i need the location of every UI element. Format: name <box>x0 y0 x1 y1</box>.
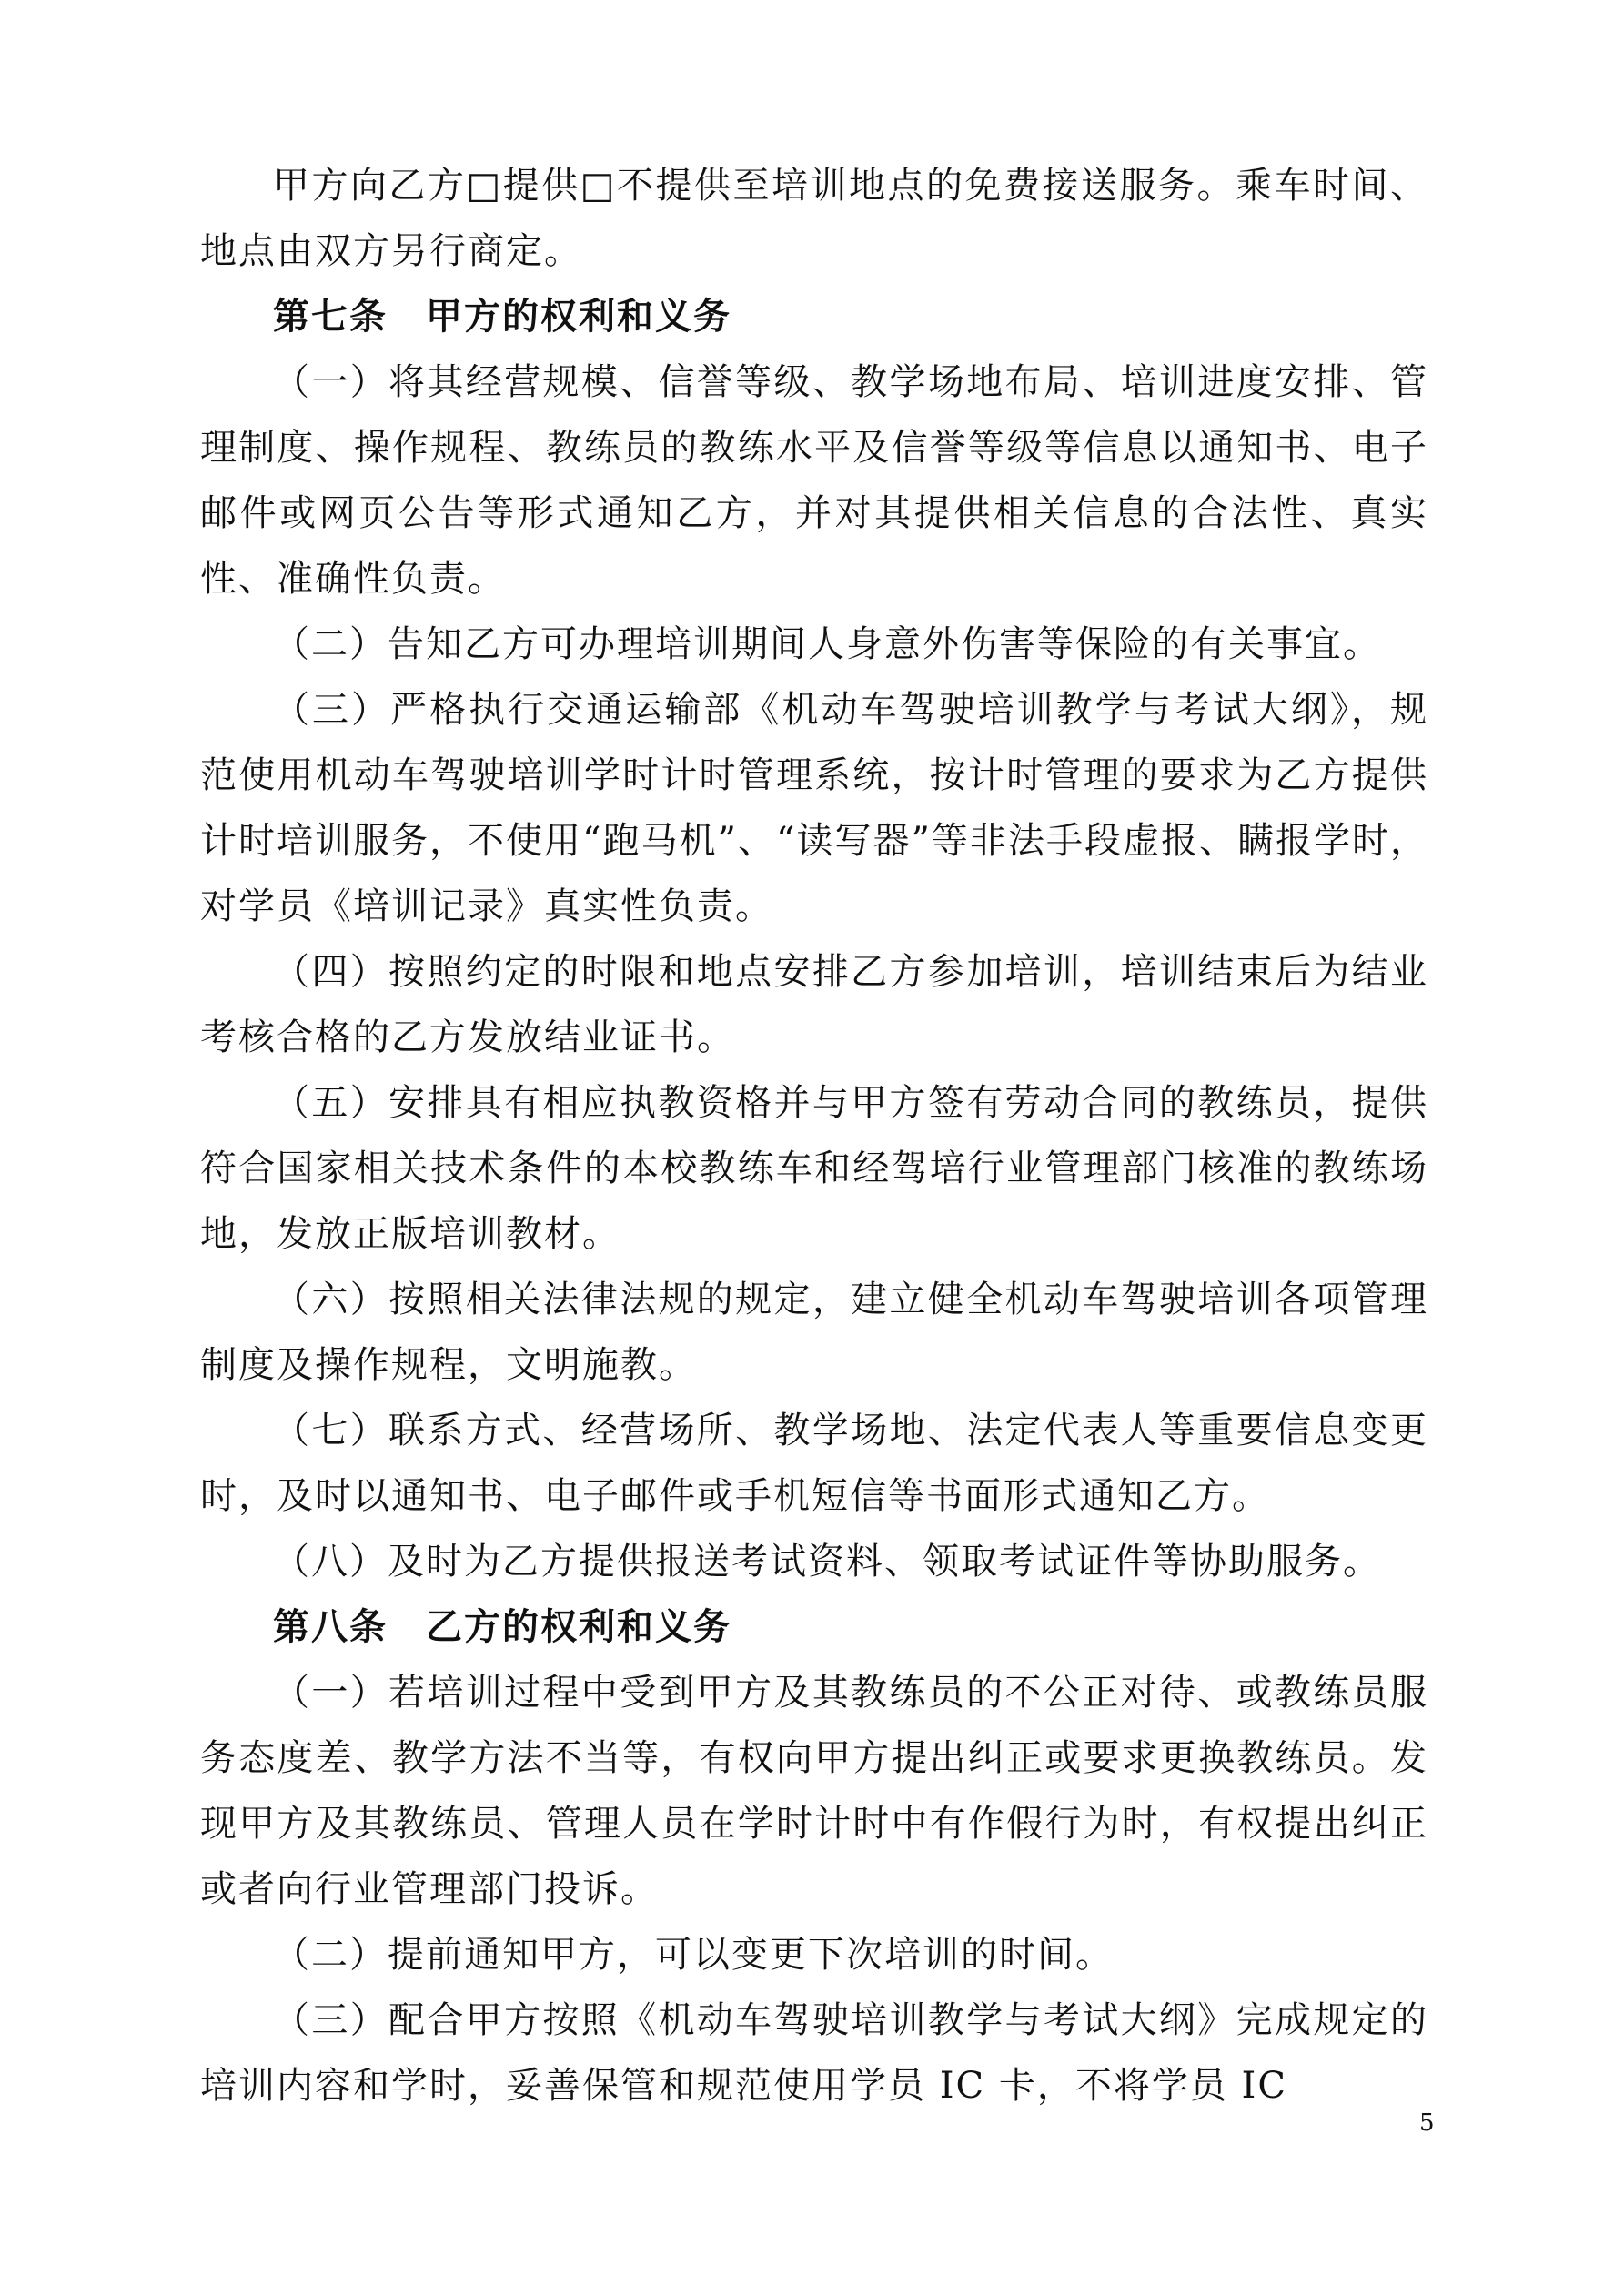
paragraph-8-2: （二）提前通知甲方，可以变更下次培训的时间。 <box>273 1934 1114 1976</box>
paragraph-8-3: （三）配合甲方按照《机动车驾驶培训教学与考试大纲》完成规定的培训内容和学时，妥善保管和规范使用学员 IC 卡，不将学员 IC <box>200 1999 1428 2107</box>
paragraph-7-1: （一）将其经营规模、信誉等级、教学场地布局、培训进度安排、管理制度、操作规程、教练员的教练水平及信誉等级等信息以通知书、电子邮件或网页公告等形式通知乙方，并对其提供相关信息的合法性、真实性、准确性负责。 <box>200 361 1428 600</box>
paragraph-7-3: （三）严格执行交通运输部《机动车驾驶培训教学与考试大纲》，规范使用机动车驾驶培训学时计时管理系统，按计时管理的要求为乙方提供计时培训服务，不使用“跑马机”、“读写器”等非法手段虚报、瞒报学时，对学员《培训记录》真实性负责。 <box>200 689 1428 927</box>
page-number: 5 <box>1419 2109 1435 2137</box>
heading-article-8: 第八条 乙方的权利和义务 <box>273 1605 731 1648</box>
paragraph-7-4: （四）按照约定的时限和地点安排乙方参加培训，培训结束后为结业考核合格的乙方发放结业证书。 <box>200 951 1428 1058</box>
heading-article-7: 第七条 甲方的权利和义务 <box>273 295 731 338</box>
paragraph-8-1: （一）若培训过程中受到甲方及其教练员的不公正对待、或教练员服务态度差、教学方法不当等，有权向甲方提出纠正或要求更换教练员。发现甲方及其教练员、管理人员在学时计时中有作假行为时，有权提出纠正或者向行业管理部门投诉。 <box>200 1672 1428 1910</box>
paragraph-7-5: （五）安排具有相应执教资格并与甲方签有劳动合同的教练员，提供符合国家相关技术条件的本校教练车和经驾培行业管理部门核准的教练场地，发放正版培训教材。 <box>200 1082 1428 1255</box>
document-body <box>200 153 1428 2119</box>
paragraph-7-8: （八）及时为乙方提供报送考试资料、领取考试证件等协助服务。 <box>273 1541 1381 1583</box>
paragraph-7-2: （二）告知乙方可办理培训期间人身意外伤害等保险的有关事宜。 <box>273 623 1381 665</box>
paragraph-7-7: （七）联系方式、经营场所、教学场地、法定代表人等重要信息变更时，及时以通知书、电子邮件或手机短信等书面形式通知乙方。 <box>200 1410 1428 1517</box>
paragraph-7-6: （六）按照相关法律法规的规定，建立健全机动车驾驶培训各项管理制度及操作规程，文明施教。 <box>200 1279 1428 1386</box>
paragraph-shuttle-service: 甲方向乙方□提供□不提供至培训地点的免费接送服务。乘车时间、地点由双方另行商定。 <box>200 165 1428 272</box>
